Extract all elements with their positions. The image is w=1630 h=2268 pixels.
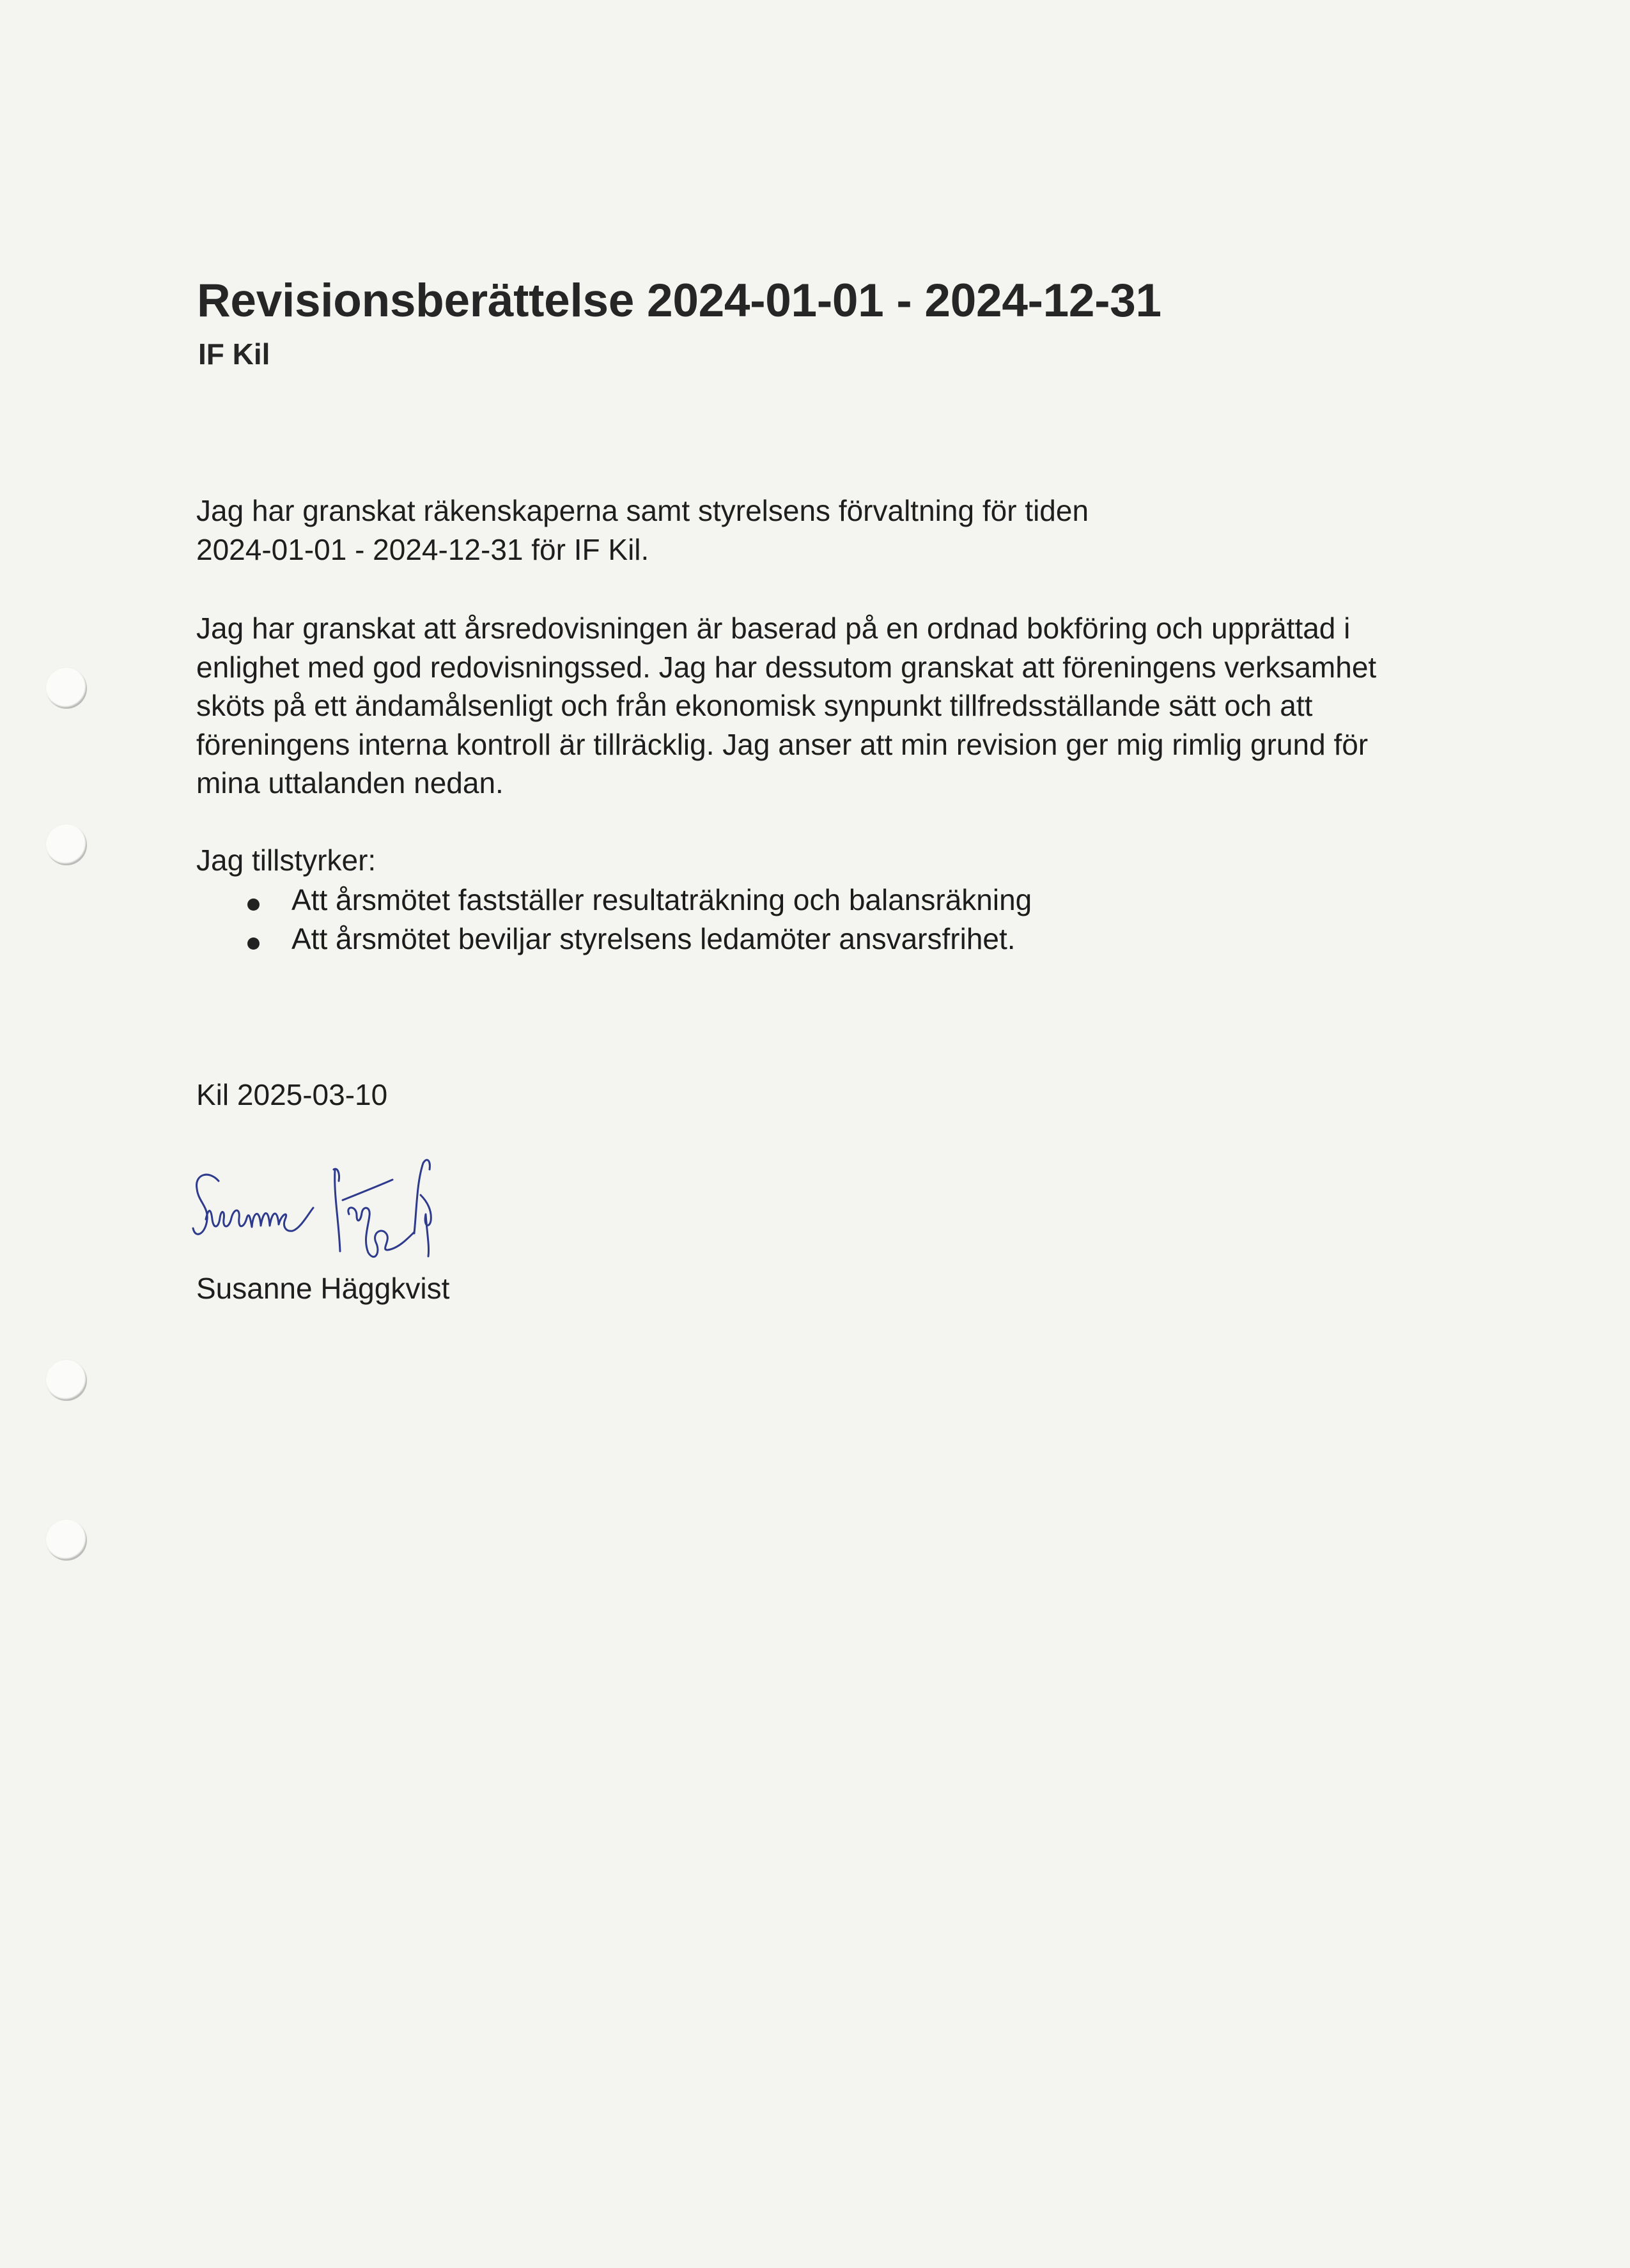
recommendation-text: Att årsmötet fastställer resultaträkning och balansräkning	[291, 883, 1032, 916]
bullet-icon	[247, 899, 260, 911]
intro-paragraph	[196, 491, 1089, 569]
bullet-icon	[247, 937, 260, 950]
organization-name: IF Kil	[198, 337, 270, 371]
punch-hole	[46, 824, 87, 865]
signer-name: Susanne Häggkvist	[196, 1272, 450, 1305]
recommendation-lead: Jag tillstyrker:	[196, 844, 376, 877]
paragraph-line: mina uttalanden nedan.	[196, 766, 504, 799]
paragraph-line: Jag har granskat att årsredovisningen är baserad på en ordnad bokföring och upprättad i	[196, 612, 1351, 645]
paragraph-line: enlighet med god redovisningssed. Jag har dessutom granskat att föreningens verksamhet	[196, 650, 1377, 684]
paragraph-line: sköts på ett ändamålsenligt och från ekonomisk synpunkt tillfredsställande sätt och att	[196, 689, 1313, 722]
punch-hole	[46, 1360, 87, 1401]
document-title: Revisionsberättelse 2024-01-01 - 2024-12-31	[197, 275, 1161, 327]
punch-hole	[46, 668, 87, 709]
paragraph-line: Jag har granskat räkenskaperna samt styrelsens förvaltning för tiden	[196, 494, 1089, 527]
paragraph-line: föreningens interna kontroll är tillräcklig. Jag anser att min revision ger mig rimlig grund för	[196, 727, 1369, 761]
handwritten-signature	[189, 1144, 445, 1275]
paragraph-line: 2024-01-01 - 2024-12-31 för IF Kil.	[196, 533, 649, 566]
punch-hole	[46, 1520, 87, 1561]
place-and-date: Kil 2025-03-10	[196, 1078, 388, 1111]
recommendation-text: Att årsmötet beviljar styrelsens ledamöter ansvarsfrihet.	[291, 922, 1016, 955]
audit-paragraph	[196, 609, 1376, 803]
